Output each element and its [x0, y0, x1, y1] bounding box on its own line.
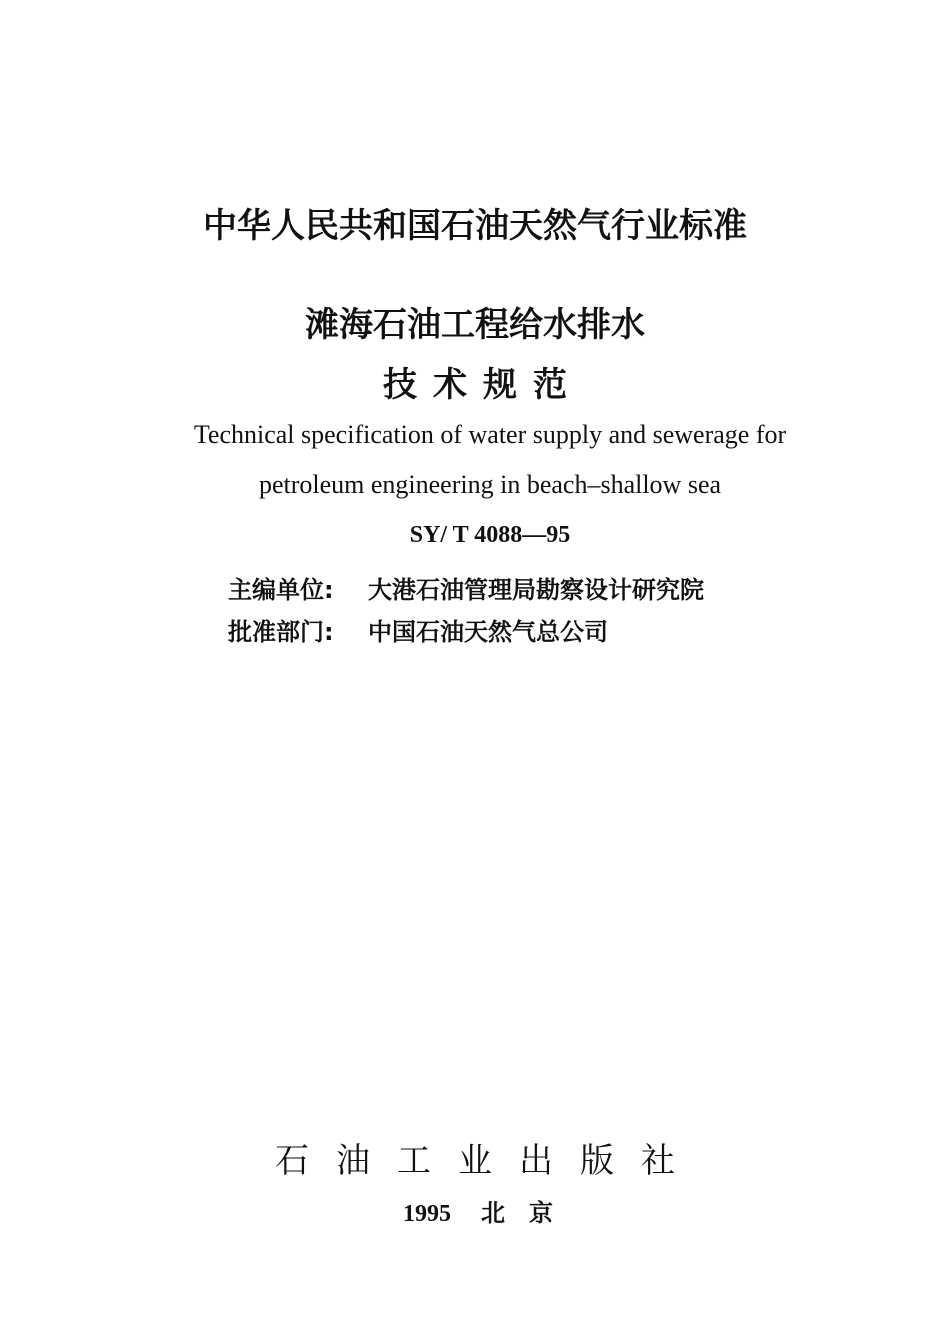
publication-year: 1995: [403, 1201, 451, 1227]
editor-value: 大港石油管理局勘察设计研究院: [368, 576, 704, 604]
editor-row: [228, 570, 704, 605]
english-title-line-1: Technical specification of water supply and sewerage for: [193, 420, 787, 449]
approver-value: 中国石油天然气总公司: [368, 618, 608, 646]
industry-standard-heading: 中华人民共和国石油天然气行业标准: [203, 206, 747, 246]
approver-row: [228, 612, 608, 647]
document-title-line-2: 技术规范: [383, 365, 583, 405]
approver-label: 批准部门:: [228, 618, 334, 646]
document-title-line-1: 滩海石油工程给水排水: [305, 305, 645, 345]
standard-code: SY/ T 4088—95: [409, 522, 571, 548]
english-title-line-2: petroleum engineering in beach–shallow sea: [258, 470, 722, 499]
publication-city: 北京: [481, 1199, 577, 1227]
editor-label: 主编单位:: [228, 576, 334, 604]
publisher-name: 石油工业出版社: [275, 1143, 702, 1180]
publication-info: [15, 1193, 950, 1228]
